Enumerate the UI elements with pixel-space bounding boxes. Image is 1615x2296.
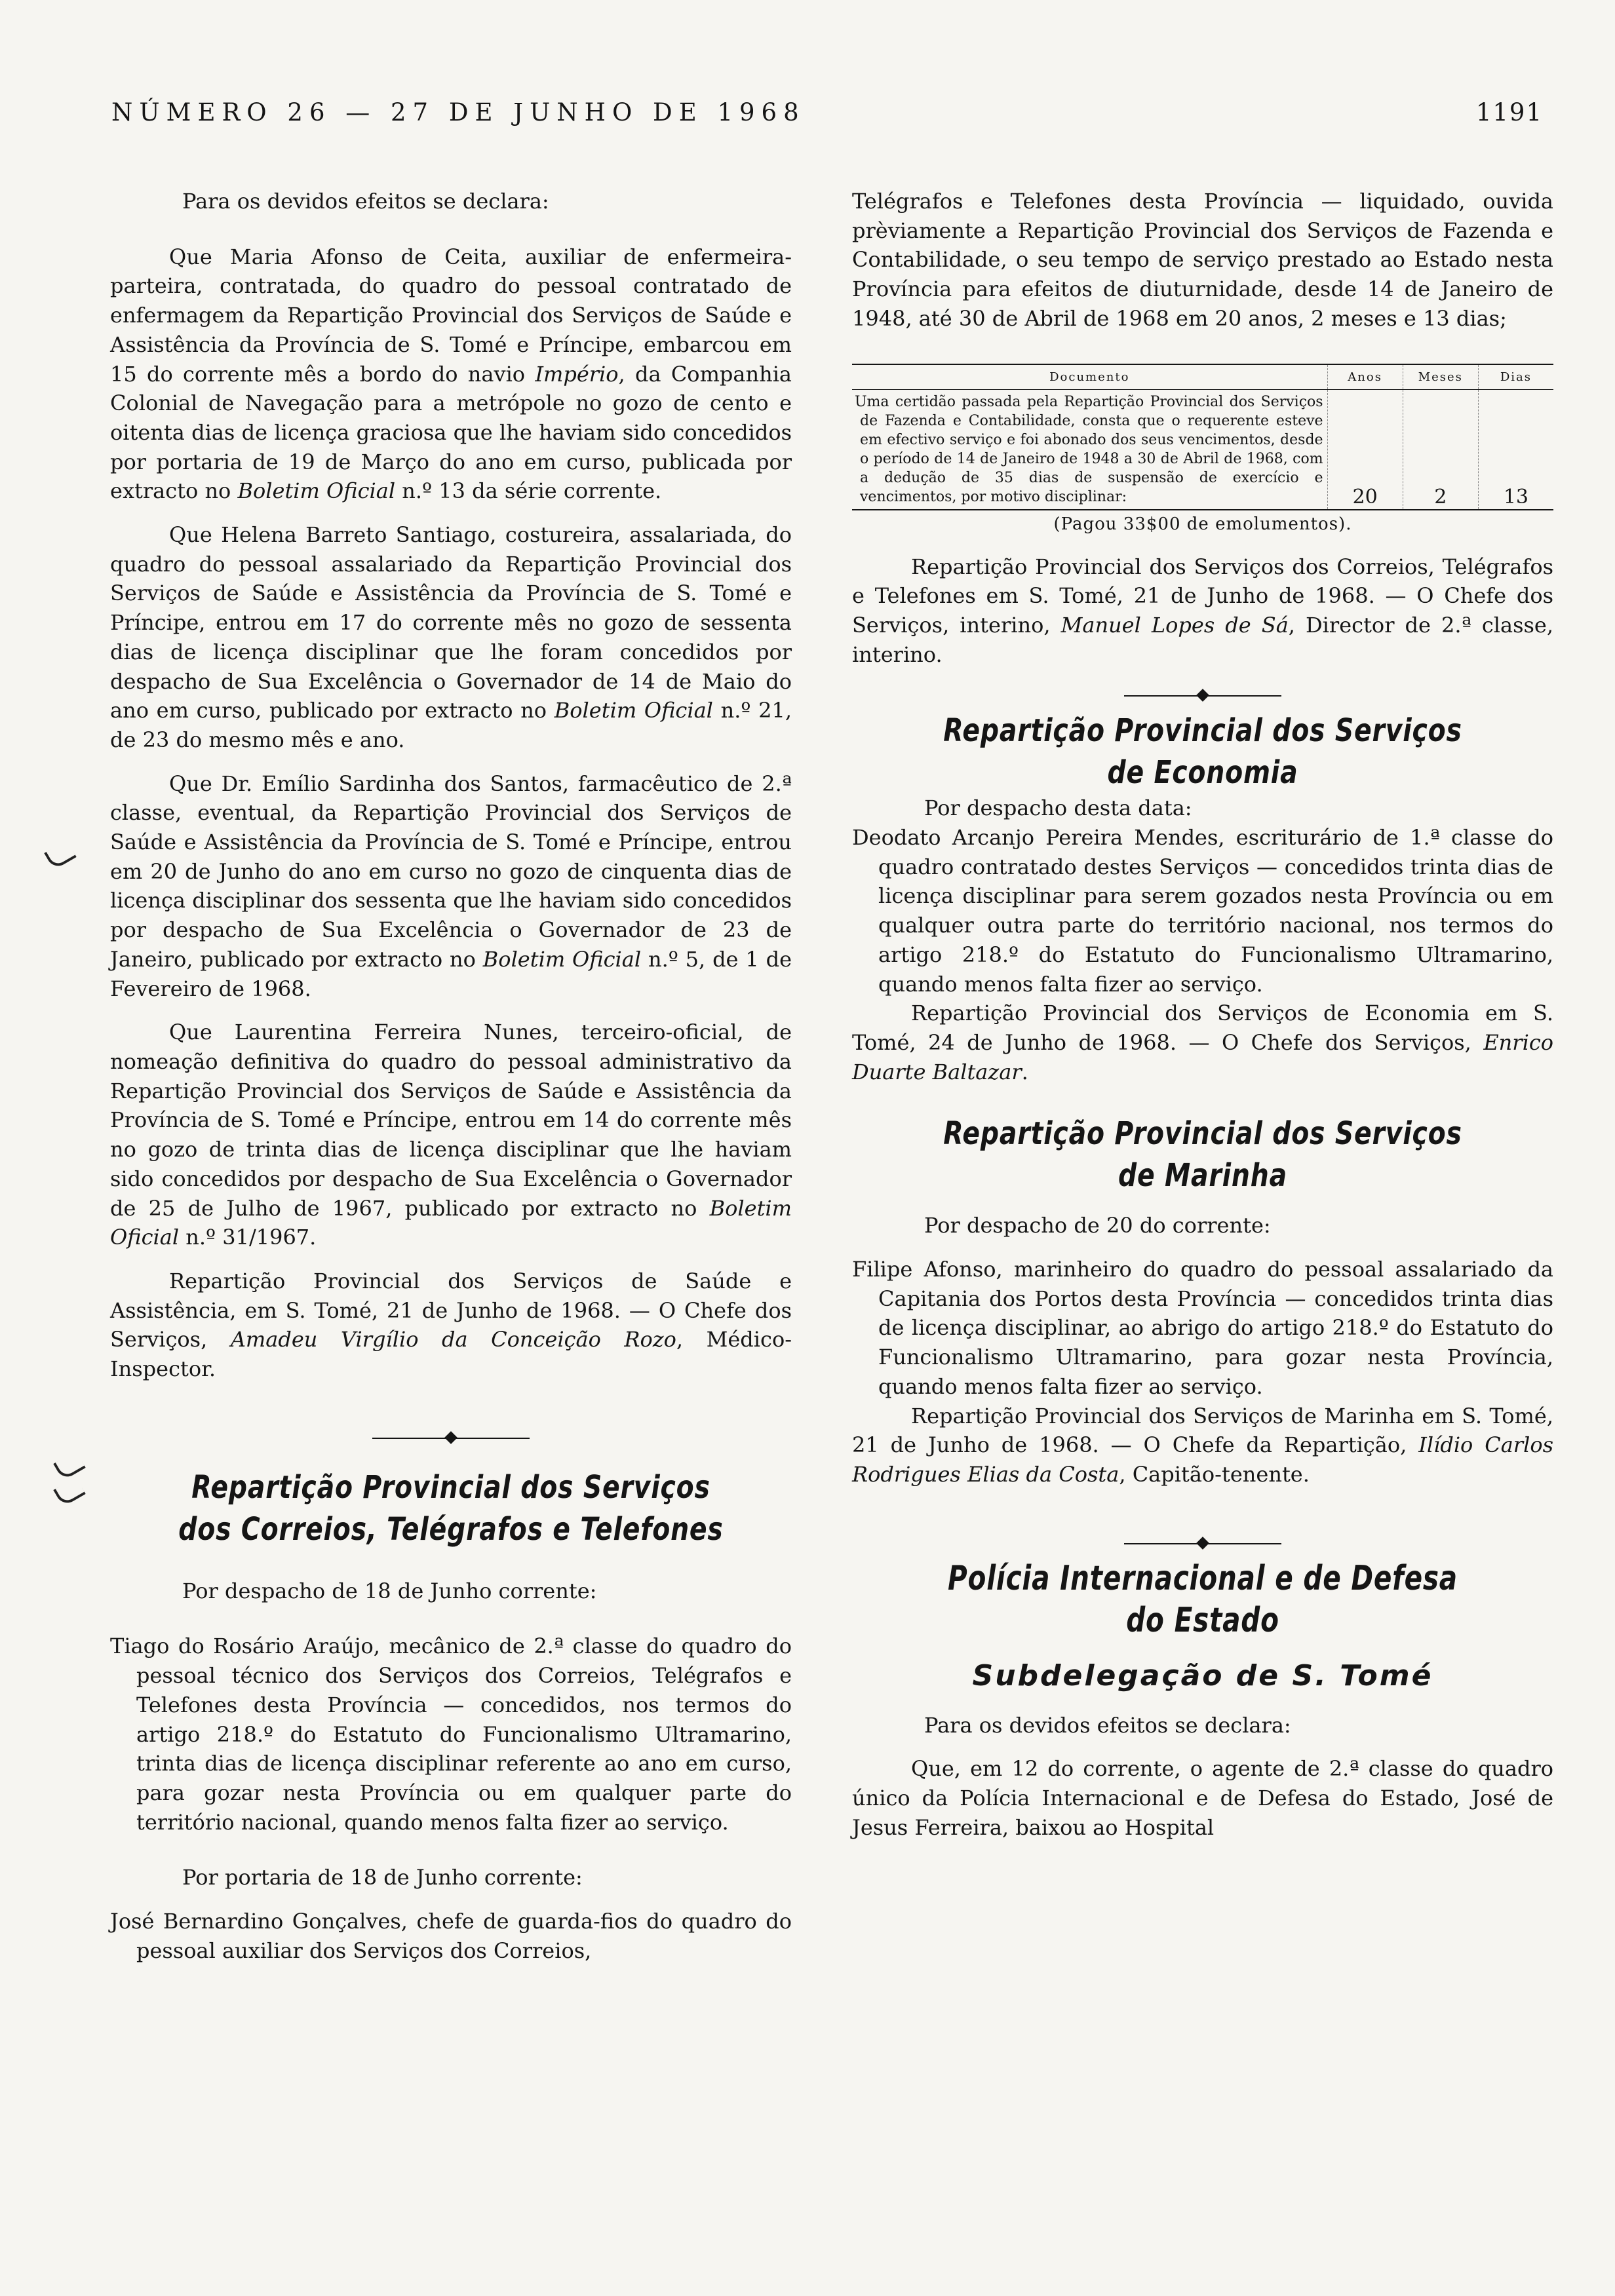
section-divider (852, 1531, 1553, 1558)
notice-laurentina-nunes: Que Laurentina Ferreira Nunes, terceiro-oficial, de nomeação definitiva do quadro do pessoal administrativo da Repartição Provincial dos Serviços de Saúde e Assistência da Província de S. Tomé e Príncipe, entrou em 14 do corrente mês no gozo de trinta dias de licença disciplinar que lhe haviam sido concedidos por despacho de Sua Excelência o Governador de 25 de Julho de 1967, publicado por extracto no Boletim Oficial n.º 31/1967. (110, 1020, 792, 1250)
signature-saude: Repartição Provincial dos Serviços de Saúde e Assistência, em S. Tomé, 21 de Junho de 1968. — O Chefe dos Serviços, Amadeu Virgílio da Conceição Rozo, Médico-Inspector. (110, 1268, 792, 1382)
table-header-documento: Documento (852, 364, 1327, 390)
fee-note: (Pagou 33$00 de emolumentos). (1053, 514, 1352, 534)
service-time-table (852, 364, 1553, 510)
section-title-economia-2: de Economia (1107, 754, 1298, 792)
margin-mark-1 (44, 840, 77, 870)
portaria-heading: Por portaria de 18 de Junho corrente: (182, 1865, 583, 1890)
section-divider (852, 683, 1553, 710)
despacho-economia: Por despacho desta data: (924, 795, 1192, 821)
notice-helena-barreto: Que Helena Barreto Santiago, costureira, assalariada, do quadro do pessoal assalariado da Repartição Provincial dos Serviços de Saúde e Assistência da Província de S. Tomé e Príncipe, entrou em 17 do corrente mês no gozo de sessenta dias de licença disciplinar que lhe foram concedidos por despacho de Sua Excelência o Governador de 14 de Maio do ano em curso, publicado por extracto no Boletim Oficial n.º 21, de 23 do mesmo mês e ano. (110, 522, 792, 752)
left-column (110, 187, 792, 1965)
notice-jose-ferreira: Que, em 12 do corrente, o agente de 2.ª classe do quadro único da Polícia Internacional e de Defesa do Estado, José de Jesus Ferreira, baixou ao Hospital (852, 1756, 1553, 1840)
table-header-meses: Meses (1403, 364, 1478, 390)
section-title-pide: Polícia Internacional e de Defesa do Estado (948, 1558, 1458, 1640)
section-title-economia-1: Repartição Provincial dos Serviços (943, 712, 1462, 750)
despacho-heading: Por despacho de 18 de Junho corrente: (182, 1578, 597, 1603)
margin-mark-2 (53, 1451, 86, 1481)
subsection-title-sao-tome: Subdelegação de S. Tomé (972, 1658, 1433, 1693)
notice-jose-goncalves: José Bernardino Gonçalves, chefe de guarda-fios do quadro do pessoal auxiliar dos Serviços dos Correios, (110, 1909, 792, 1963)
section-title-marinha-2: de Marinha (1118, 1157, 1287, 1195)
signature-economia: Repartição Provincial dos Serviços de Economia em S. Tomé, 24 de Junho de 1968. — O Chefe dos Serviços, Enrico Duarte Baltazar. (852, 1001, 1553, 1084)
page-header (111, 98, 1543, 138)
notice-filipe-afonso: Filipe Afonso, marinheiro do quadro do pessoal assalariado da Capitania dos Portos desta Província — concedidos trinta dias de licença disciplinar, ao abrigo do artigo 218.º do Estatuto do Funcionalismo Ultramarino, para gozar nesta Província, quando menos falta fizer ao serviço. (852, 1257, 1553, 1399)
table-cell-meses: 2 (1403, 389, 1478, 510)
table-cell-documento: Uma certidão passada pela Repartição Provincial dos Serviços de Fazenda e Contabilidade, consta que o requerente esteve em efectivo serviço e foi abonado dos seus vencimentos, desde o período de 14 de Janeiro de 1948 a 30 de Abril de 1968, com a dedução de 35 dias de suspensão de exercício e vencimentos, por motivo disciplinar: (852, 389, 1327, 510)
notice-emilio-sardinha: Que Dr. Emílio Sardinha dos Santos, farmacêutico de 2.ª classe, eventual, da Repartição Provincial dos Serviços de Saúde e Assistência da Província de S. Tomé e Príncipe, entrou em 20 de Junho do ano em curso no gozo de cinquenta dias de licença disciplinar dos sessenta que lhe haviam sido concedidos por despacho de Sua Excelência o Governador de 23 de Janeiro, publicado por extracto no Boletim Oficial n.º 5, de 1 de Fevereiro de 1968. (110, 771, 792, 1001)
section-title-marinha-1: Repartição Provincial dos Serviços (943, 1115, 1462, 1153)
intro-pide-declara: Para os devidos efeitos se declara: (924, 1712, 1291, 1738)
notice-maria-afonso: Que Maria Afonso de Ceita, auxiliar de enfermeira-parteira, contratada, do quadro do pessoal contratado de enfermagem da Repartição Provincial dos Serviços de Saúde e Assistência da Província de S. Tomé e Príncipe, embarcou em 15 do corrente mês a bordo do navio Império, da Companhia Colonial de Navegação para a metrópole no gozo de cento e oitenta dias de licença graciosa que lhe haviam sido concedidos por portaria de 19 de Março do ano em curso, publicada por extracto no Boletim Oficial n.º 13 da série corrente. (110, 244, 792, 504)
despacho-marinha: Por despacho de 20 do corrente: (924, 1213, 1271, 1238)
margin-mark-3 (53, 1477, 86, 1507)
table-cell-anos: 20 (1327, 389, 1403, 510)
table-header-anos: Anos (1327, 364, 1403, 390)
table-row (852, 389, 1553, 510)
notice-deodato-mendes: Deodato Arcanjo Pereira Mendes, escriturário de 1.ª classe do quadro contratado destes Serviços — concedidos trinta dias de licença disciplinar para serem gozados nesta Província ou em qualquer outra parte do território nacional, nos termos do artigo 218.º do Estatuto do Funcionalismo Ultramarino, quando menos falta fizer ao serviço. (852, 825, 1553, 997)
signature-correios: Repartição Provincial dos Serviços dos Correios, Telégrafos e Telefones em S. Tomé, 21 de Junho de 1968. — O Chefe dos Serviços, interino, Manuel Lopes de Sá, Director de 2.ª classe, interino. (852, 554, 1554, 667)
notice-tiago-araujo: Tiago do Rosário Araújo, mecânico de 2.ª classe do quadro do pessoal técnico dos Serviços dos Correios, Telégrafos e Telefones desta Província — concedidos, nos termos do artigo 218.º do Estatuto do Funcionalismo Ultramarino, trinta dias de licença disciplinar referente ao ano em curso, para gozar nesta Província ou em qualquer parte do território nacional, quando menos falta fizer ao serviço. (110, 1634, 792, 1835)
page-number: 1191 (1475, 98, 1543, 126)
table-header-dias: Dias (1478, 364, 1553, 390)
signature-marinha: Repartição Provincial dos Serviços de Marinha em S. Tomé, 21 de Junho de 1968. — O Chefe da Repartição, Ilídio Carlos Rodrigues Elias da Costa, Capitão-tenente. (852, 1403, 1554, 1487)
section-title-correios-1: Repartição Provincial dos Serviços (191, 1468, 710, 1506)
notice-jose-goncalves-cont: Telégrafos e Telefones desta Província — liquidado, ouvida prèviamente a Repartição Provincial dos Serviços de Fazenda e Contabilidade, o seu tempo de serviço prestado ao Estado nesta Província para efeitos de diuturnidade, desde 14 de Janeiro de 1948, até 30 de Abril de 1968 em 20 anos, 2 meses e 13 dias; (852, 189, 1553, 331)
section-title-correios-2: dos Correios, Telégrafos e Telefones (178, 1510, 724, 1548)
table-cell-dias: 13 (1478, 389, 1553, 510)
issue-line: NÚMERO 26 — 27 DE JUNHO DE 1968 (111, 98, 806, 126)
section-divider (110, 1426, 792, 1452)
right-column (852, 187, 1553, 1843)
intro-declara: Para os devidos efeitos se declara: (182, 189, 549, 214)
